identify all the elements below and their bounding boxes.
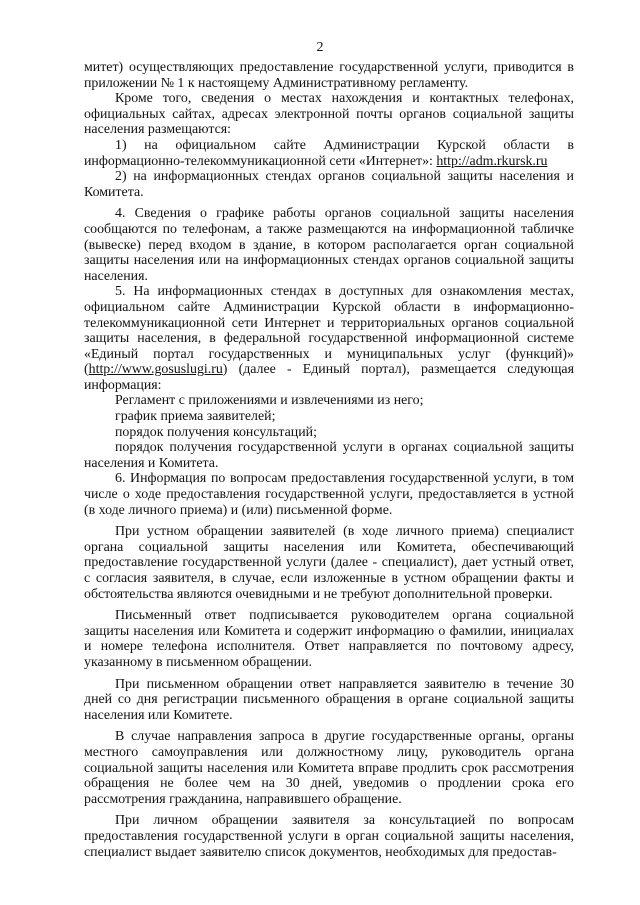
paragraph-section-4: 4. Сведения о графике работы органов социальной защиты населения сообщаются по телефонам, а также размещаются на информационной табличке (вывеске) перед входом в здание, в котором располагается орган социальной защиты населения или на информационных стендах органов социальной защиты населения. [84, 206, 574, 284]
paragraph-personal-visit: При личном обращении заявителя за консультацией по вопросам предоставления государственной услуги в орган социальной защиты населения, специалист выдает заявителю список документов, необходимых для предостав- [84, 813, 574, 860]
section-5-text-end: ) (далее - Единый портал), размещается следующая информация: [84, 362, 574, 393]
paragraph-written-answer: Письменный ответ подписывается руководителем органа социальной защиты населения или Комитета и содержит информацию о фамилии, инициалах и номере телефона исполнителя. Ответ направляется по почтовому адресу, указанному в письменном обращении. [84, 608, 574, 670]
list-item-service-procedure: порядок получения государственной услуги в органах социальной защиты населения и Комитета. [84, 440, 574, 471]
section-5-text-start: 5. На информационных стендах в доступных для ознакомления местах, официальном сайте Администрации Курской области в информационно-телекоммуникационной сети Интернет и территориальных органов социальной защиты населения, в федеральной государственной информационной системе «Единый портал государственных и муниципальных услуг (функций)» ( [84, 284, 574, 378]
adm-rkursk-link[interactable]: http://adm.rkursk.ru [436, 153, 548, 169]
paragraph-contacts-intro: Кроме того, сведения о местах нахождения и контактных телефонах, официальных сайтах, адресах электронной почты органов социальной защиты населения размещаются: [84, 91, 574, 138]
document-body [84, 60, 574, 860]
paragraph-continuation: митет) осуществляющих предоставление государственной услуги, приводится в приложении № 1 к настоящему Административному регламенту. [84, 60, 574, 91]
paragraph-written-request: При письменном обращении ответ направляется заявителю в течение 30 дней со дня регистрации письменного обращения в органе социальной защиты населения или Комитете. [84, 676, 574, 723]
paragraph-extension: В случае направления запроса в другие государственные органы, органы местного самоуправления или должностному лицу, руководитель органа социальной защиты населения или Комитета вправе продлить срок рассмотрения обращения не более чем на 30 дней, уведомив о продлении срока его рассмотрения гражданина, направившего обращение. [84, 729, 574, 807]
paragraph-section-6: 6. Информация по вопросам предоставления государственной услуги, в том числе о ходе предоставления государственной услуги, предоставляется в устной (в ходе личного приема) и (или) письменной форме. [84, 471, 574, 518]
paragraph-section-5 [84, 284, 574, 393]
gosuslugi-link[interactable]: http://www.gosuslugi.ru [88, 362, 223, 378]
list-item-consultations: порядок получения консультаций; [115, 424, 317, 440]
page-number: 2 [316, 40, 324, 55]
list-item-regulation: Регламент с приложениями и извлечениями из него; [115, 393, 424, 409]
paragraph-item-1 [84, 138, 574, 169]
list-item-schedule: график приема заявителей; [115, 409, 276, 425]
paragraph-item-2: 2) на информационных стендах органов социальной защиты населения и Комитета. [84, 169, 574, 200]
item-1-text: 1) на официальном сайте Администрации Курской области в информационно-телекоммуникационной сети «Интернет»: [84, 137, 574, 169]
paragraph-oral-request: При устном обращении заявителей (в ходе личного приема) специалист органа социальной защиты населения или Комитета, обеспечивающий предоставление государственной услуги (далее - специалист), дает устный ответ, с согласия заявителя, в случае, если изложенные в устном обращении факты и обстоятельства являются очевидными и не требуют дополнительной проверки. [84, 524, 574, 602]
